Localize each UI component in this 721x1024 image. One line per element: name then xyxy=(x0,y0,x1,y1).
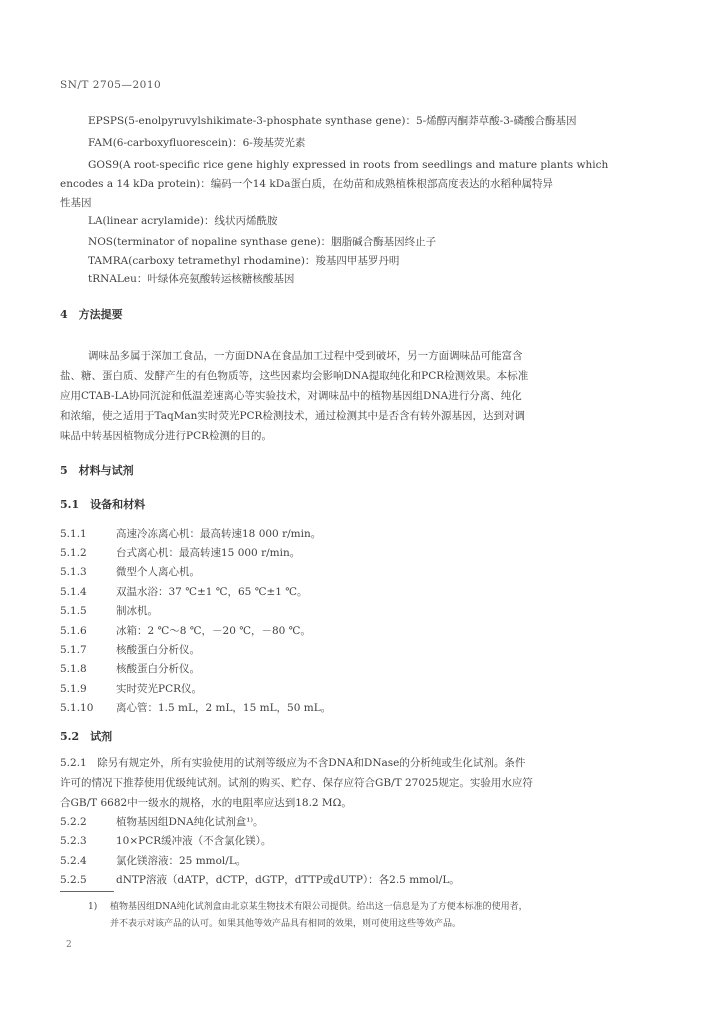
footnote-marker: 1) xyxy=(88,902,98,912)
item-text: 10×PCR缓冲液（不含氯化镁）。 xyxy=(116,835,272,847)
item-number: 5.2.4 xyxy=(60,855,87,867)
item-5-1-5 xyxy=(60,604,158,618)
item-number: 5.2.5 xyxy=(60,874,87,886)
abbrev-epsps: EPSPS(5-enolpyruvylshikimate-3-phosphate synthase gene)：5-烯醇丙酮莽草酸-3-磷酸合酶基因 xyxy=(88,115,577,127)
page-number: 2 xyxy=(66,940,72,950)
abbrev-la: LA(linear acrylamide)：线状丙烯酰胺 xyxy=(88,215,278,227)
item-number: 5.1.4 xyxy=(60,586,87,598)
section-4-para-line: 调味品多属于深加工食品，一方面DNA在食品加工过程中受到破坏，另一方面调味品可能富含 xyxy=(88,350,523,362)
item-text: 微型个人离心机。 xyxy=(116,566,200,578)
footnote-divider xyxy=(60,891,114,892)
item-5-1-1 xyxy=(60,527,321,541)
item-text: 实时荧光PCR仪。 xyxy=(116,683,203,695)
item-text: 核酸蛋白分析仪。 xyxy=(116,663,200,675)
item-text: 高速冷冻离心机：最高转速18 000 r/min。 xyxy=(116,528,322,540)
section-5-heading: 5 材料与试剂 xyxy=(60,464,134,477)
item-number: 5.1.1 xyxy=(60,528,87,540)
item-5-2-1-line: 合GB/T 6682中一级水的规格，水的电阻率应达到18.2 MΩ。 xyxy=(60,797,352,809)
item-number: 5.1.7 xyxy=(60,644,87,656)
item-number: 5.2.2 xyxy=(60,816,87,828)
abbrev-nos: NOS(terminator of nopaline synthase gene)：胭脂碱合酶基因终止子 xyxy=(88,236,437,248)
item-number: 5.1.10 xyxy=(60,702,94,714)
item-5-1-7 xyxy=(60,643,200,657)
item-5-1-10 xyxy=(60,701,331,715)
item-5-1-9 xyxy=(60,682,202,696)
item-number: 5.1.2 xyxy=(60,547,87,559)
item-text: 氯化镁溶液：25 mmol/L。 xyxy=(116,855,247,867)
item-5-2-1-line: 许可的情况下推荐使用优级纯试剂。试剂的购买、贮存、保存应符合GB/T 27025规定。实验用水应符 xyxy=(60,777,533,789)
section-4-para-line: 应用CTAB-LA协同沉淀和低温差速离心等实验技术，对调味品中的植物基因组DNA进行分离、纯化 xyxy=(60,390,522,402)
footnote-line: 植物基因组DNA纯化试剂盒由北京某生物技术有限公司提供。给出这一信息是为了方便本标准的使用者， xyxy=(110,902,528,912)
item-text: 冰箱：2 ℃～8 ℃，－20 ℃，－80 ℃。 xyxy=(116,625,311,637)
footnote-line: 并不表示对该产品的认可。如果其他等效产品具有相同的效果，则可使用这些等效产品。 xyxy=(110,919,462,929)
item-text: 核酸蛋白分析仪。 xyxy=(116,644,200,656)
item-text: dNTP溶液（dATP，dCTP，dGTP，dTTP或dUTP）：各2.5 mmol/L。 xyxy=(116,874,460,886)
abbrev-fam: FAM(6-carboxyfluorescein)：6-羧基荧光素 xyxy=(88,137,306,149)
item-5-2-3 xyxy=(60,834,271,848)
item-5-2-4 xyxy=(60,854,246,868)
item-number: 5.1.3 xyxy=(60,566,87,578)
abbrev-gos9-cont: encodes a 14 kDa protein)：编码一个14 kDa蛋白质，在幼苗和成熟植株根部高度表达的水稻种属特异 xyxy=(60,178,553,190)
item-5-1-2 xyxy=(60,546,300,560)
section-4-heading: 4 方法提要 xyxy=(60,308,123,321)
item-5-2-1-line: 5.2.1 除另有规定外，所有实验使用的试剂等级应为不含DNA和DNase的分析纯或生化试剂。条件 xyxy=(60,757,526,769)
abbrev-gos9: GOS9(A root-specific rice gene highly expressed in roots from seedlings and mature plants which xyxy=(88,159,609,171)
item-text: 植物基因组DNA纯化试剂盒¹⁾。 xyxy=(116,816,264,828)
abbrev-tamra: TAMRA(carboxy tetramethyl rhodamine)：羧基四甲基罗丹明 xyxy=(88,255,400,267)
item-5-1-6 xyxy=(60,624,311,638)
item-number: 5.1.9 xyxy=(60,683,87,695)
item-text: 台式离心机：最高转速15 000 r/min。 xyxy=(116,547,301,559)
section-4-para-line: 和浓缩，使之适用于TaqMan实时荧光PCR检测技术，通过检测其中是否含有转外源基因，达到对调 xyxy=(60,410,525,422)
standard-code-header: SN/T 2705—2010 xyxy=(60,79,162,91)
item-text: 离心管：1.5 mL，2 mL，15 mL，50 mL。 xyxy=(116,702,332,714)
item-number: 5.1.6 xyxy=(60,625,87,637)
item-5-1-4 xyxy=(60,585,308,599)
item-number: 5.1.5 xyxy=(60,605,87,617)
abbrev-trnaleu: tRNALeu：叶绿体亮氨酸转运核糖核酸基因 xyxy=(88,273,295,285)
section-4-para-line: 味品中转基因植物成分进行PCR检测的目的。 xyxy=(60,430,273,442)
section-5-1-heading: 5.1 设备和材料 xyxy=(60,498,146,511)
item-number: 5.1.8 xyxy=(60,663,87,675)
section-4-para-line: 盐、糖、蛋白质、发酵产生的有色物质等，这些因素均会影响DNA提取纯化和PCR检测效果。本标准 xyxy=(60,370,529,382)
item-5-1-8 xyxy=(60,662,200,676)
item-5-1-3 xyxy=(60,565,200,579)
item-text: 制冰机。 xyxy=(116,605,158,617)
item-number: 5.2.3 xyxy=(60,835,87,847)
abbrev-gos9-cont2: 性基因 xyxy=(60,197,92,209)
item-5-2-5 xyxy=(60,873,460,887)
item-text: 双温水浴：37 ℃±1 ℃，65 ℃±1 ℃。 xyxy=(116,586,308,598)
section-5-2-heading: 5.2 试剂 xyxy=(60,730,113,743)
item-5-2-2 xyxy=(60,815,263,829)
